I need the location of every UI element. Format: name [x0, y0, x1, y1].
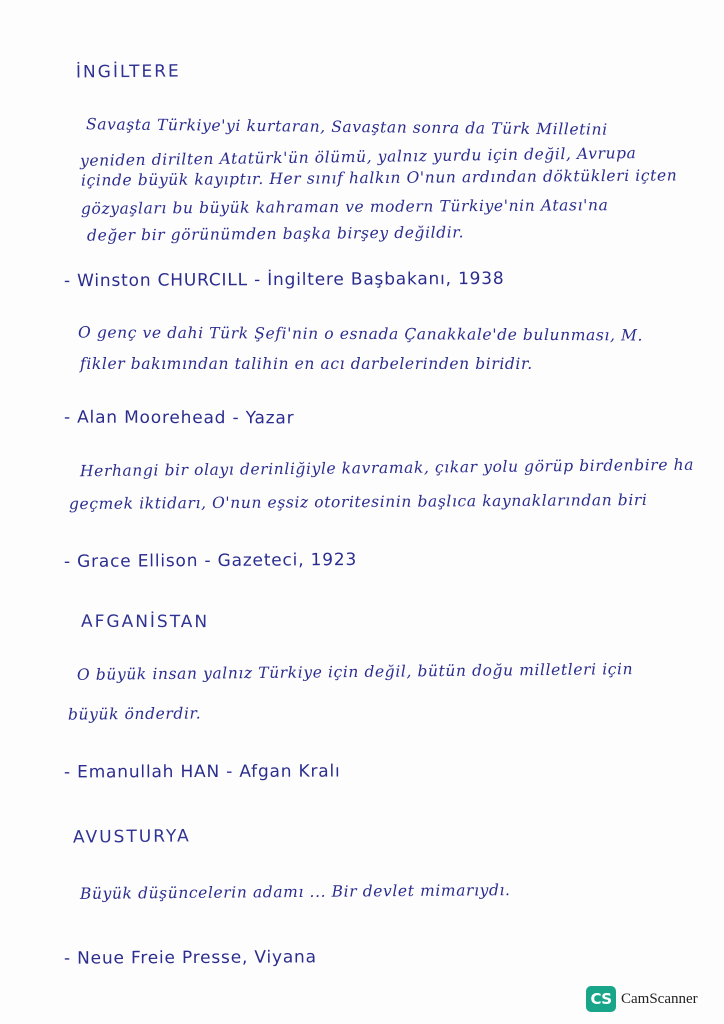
quote-line: değer bir görünümden başka birşey değildir.: [86, 223, 465, 245]
quote-attribution: - Alan Moorehead - Yazar: [63, 407, 295, 429]
section-heading-ingiltere: İNGİLTERE: [75, 61, 181, 83]
quote-attribution: - Neue Freie Presse, Viyana: [63, 947, 317, 969]
quote-line: yeniden dirilten Atatürk'ün ölümü, yalnız yurdu için değil, Avrupa: [79, 144, 637, 170]
camscanner-logo-icon: [586, 986, 616, 1012]
quote-line: O büyük insan yalnız Türkiye için değil, bütün doğu milletleri için: [76, 660, 634, 684]
quote-line: geçmek iktidarı, O'nun eşsiz otoritesinin başlıca kaynaklarından biri: [68, 490, 648, 514]
camscanner-logo-text: CS: [590, 990, 612, 1008]
quote-line: fikler bakımından talihin en acı darbelerinden biridir.: [80, 355, 533, 373]
quote-attribution: - Emanullah HAN - Afgan Kralı: [63, 761, 341, 783]
quote-line: içinde büyük kayıptır. Her sınıf halkın O'nun ardından döktükleri içten: [80, 166, 678, 190]
quote-attribution: - Grace Ellison - Gazeteci, 1923: [63, 549, 358, 573]
section-heading-avusturya: AVUSTURYA: [72, 826, 191, 848]
quote-line: Herhangi bir olayı derinliğiyle kavramak, çıkar yolu görüp birdenbire ha: [79, 455, 695, 481]
quote-line: O genç ve dahi Türk Şefi'nin o esnada Çanakkale'de bulunması, M.: [77, 323, 644, 345]
section-heading-afganistan: AFGANİSTAN: [80, 611, 210, 633]
quote-attribution: - Winston CHURCILL - İngiltere Başbakanı, 1938: [63, 268, 505, 292]
camscanner-brand: CamScanner: [621, 991, 698, 1007]
quote-line: Büyük düşüncelerin adamı ... Bir devlet mimarıydı.: [79, 881, 511, 903]
quote-line: Savaşta Türkiye'yi kurtaran, Savaştan sonra da Türk Milletini: [85, 115, 608, 139]
quote-line: büyük önderdir.: [67, 704, 202, 724]
quote-line: gözyaşları bu büyük kahraman ve modern Türkiye'nin Atası'na: [80, 196, 609, 218]
